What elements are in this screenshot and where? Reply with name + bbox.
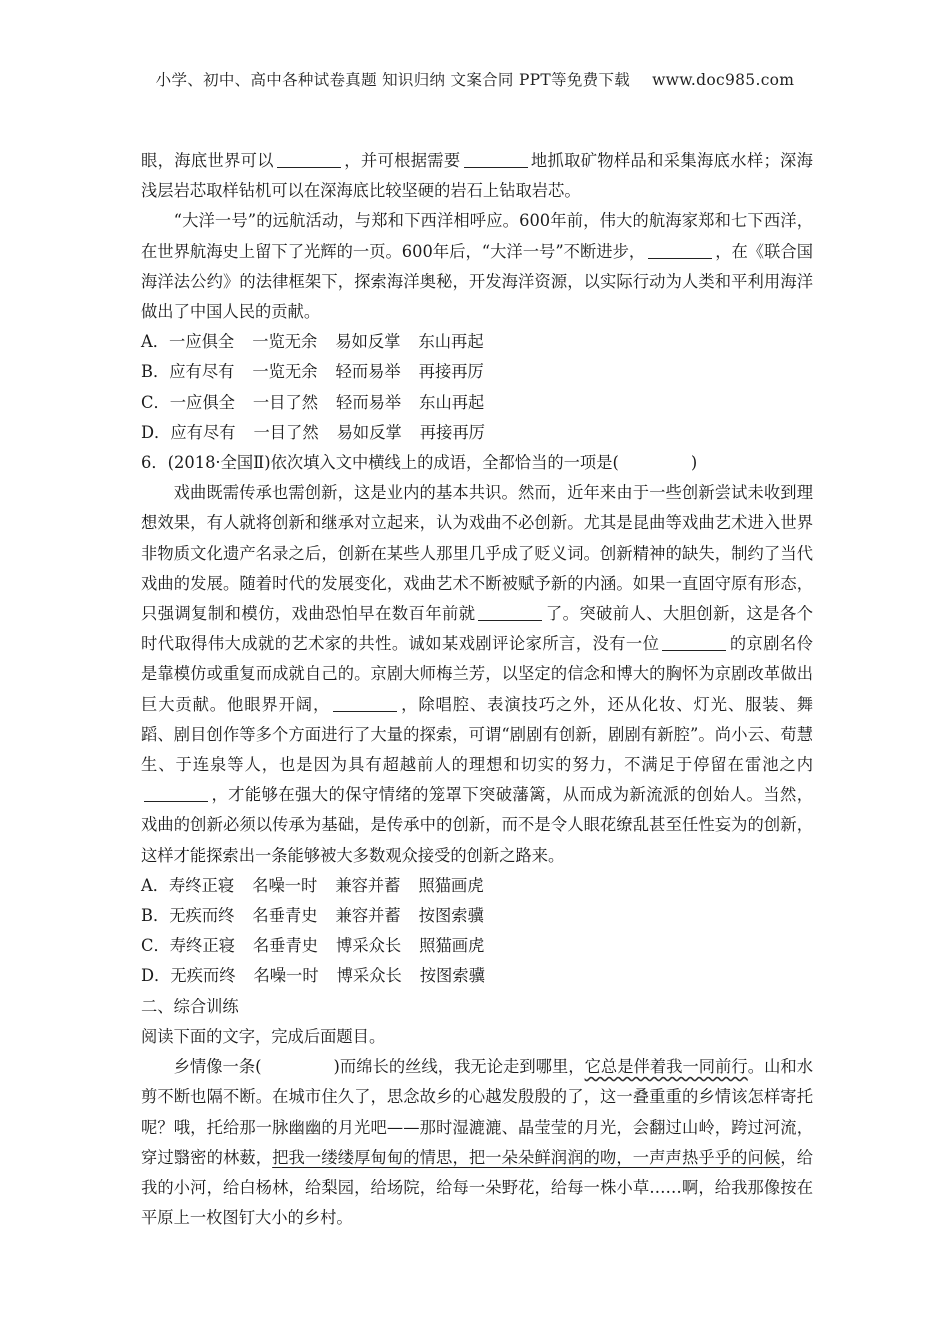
- option-label: A．: [141, 332, 170, 352]
- fill-blank[interactable]: [144, 783, 208, 802]
- fill-blank[interactable]: [277, 149, 341, 168]
- passage-text: ，才能够在强大的保守情绪的笼罩下突破藩篱，从而成为新流派的创始人。当然，戏曲的创新必须以传承为基础，是传承中的创新，而不是令人眼花缭乱甚至任性妄为的创新，这样才能探索出一条能够被大多数观众接受的创新之路来。: [141, 785, 813, 865]
- option-word: 照猫画虎: [418, 875, 484, 895]
- option-word: 一应俱全: [169, 392, 235, 412]
- option-b[interactable]: [141, 357, 813, 387]
- option-word: 应有尽有: [170, 422, 236, 442]
- passage-text: 。山和水剪不断也隔不断。: [141, 1057, 813, 1107]
- option-word: 无疾而终: [169, 906, 235, 926]
- passage-text: 的京剧名伶是靠模仿或重复而成就自己的。京剧大师梅兰芳，以坚定的信念和博大的胸怀为京剧改革做出巨大贡献。他眼界开阔，: [141, 634, 813, 714]
- passage-text: ，在《联合国海洋法公约》的法律框架下，探索海洋奥秘，开发海洋资源，以实际行动为人类和平利用海洋做出了中国人民的贡献。: [141, 241, 813, 322]
- fill-blank[interactable]: [478, 602, 542, 621]
- option-label: B．: [141, 362, 170, 382]
- option-a[interactable]: [141, 871, 813, 901]
- header-url[interactable]: www.doc985.com: [652, 71, 795, 89]
- passage-5-paragraph: [141, 206, 813, 327]
- option-word: 兼容并蓄: [335, 875, 401, 895]
- passage-text: ，给我的小河，给白杨林，给梨园，给场院，给每一朵野花，给每一株小草……啊，给我那像按在平原上一枚图钉大小的乡村。: [141, 1147, 813, 1228]
- option-d[interactable]: [141, 961, 813, 991]
- option-word: 东山再起: [419, 392, 485, 412]
- option-word: 博采众长: [336, 966, 402, 986]
- option-word: 无疾而终: [170, 966, 236, 986]
- option-word: 轻而易举: [336, 392, 402, 412]
- option-word: 易如反掌: [336, 422, 402, 442]
- option-c[interactable]: [141, 388, 813, 418]
- passage-text: 乡情像一条(: [173, 1057, 262, 1077]
- passage-5-continuation: [141, 146, 813, 206]
- option-word: 寿终正寝: [169, 875, 235, 895]
- page-header: [0, 68, 950, 90]
- option-word: 一览无余: [252, 332, 318, 352]
- option-d[interactable]: [141, 418, 813, 448]
- passage-text: ，并可根据需要: [343, 151, 461, 170]
- passage-text: )而绵长的丝线，我无论走到哪里，: [333, 1057, 585, 1077]
- option-a[interactable]: [141, 327, 813, 357]
- question-6-stem: [141, 448, 813, 478]
- option-word: 名噪一时: [253, 966, 319, 986]
- underlined-text: 把我一缕缕厚甸甸的情思，把一朵朵鲜润润的吻，一声声热乎乎的问候: [272, 1147, 781, 1167]
- option-word: 按图索骥: [418, 906, 484, 926]
- question-6-passage: [141, 478, 813, 871]
- q6-options: [141, 871, 813, 992]
- option-word: 一目了然: [252, 392, 319, 412]
- option-word: 名垂青史: [252, 906, 318, 926]
- option-word: 名垂青史: [252, 936, 319, 956]
- question-text: 6．(2018·全国Ⅱ)依次填入文中横线上的成语，全都恰当的一项是(: [141, 453, 619, 473]
- option-word: 东山再起: [418, 332, 484, 352]
- option-label: D．: [141, 966, 171, 986]
- option-word: 应有尽有: [169, 362, 235, 382]
- passage-text: ，除唱腔、表演技巧之外，还从化妆、灯光、服装、舞蹈、剧目创作等多个方面进行了大量的探索，可谓“剧剧有创新，剧剧有新腔”。尚小云、荀慧生、于连泉等人，也是因为具有超越前人的理想和切实的努力，不满足于停留在雷池之内: [141, 694, 813, 775]
- option-word: 博采众长: [336, 936, 402, 956]
- option-word: 再接再厉: [418, 362, 484, 382]
- header-text: 小学、初中、高中各种试卷真题 知识归纳 文案合同 PPT等免费下载: [155, 71, 631, 89]
- document-body: [141, 146, 813, 1233]
- option-word: 易如反掌: [335, 332, 401, 352]
- reading-passage: [141, 1052, 813, 1233]
- option-word: 一应俱全: [169, 332, 235, 352]
- option-c[interactable]: [141, 931, 813, 961]
- option-label: C．: [141, 936, 170, 956]
- option-b[interactable]: [141, 901, 813, 931]
- passage-text: 眼，海底世界可以: [141, 151, 274, 170]
- fill-blank[interactable]: [662, 632, 726, 651]
- passage-text: 在城市住久了，思念故乡的心越发殷殷的了，这一叠重重的乡情该怎样寄托呢？哦，托给那一脉幽幽的月光吧——那时湿漉漉、晶莹莹的月光，会翻过山岭，跨过河流，穿过翳密的林薮，: [141, 1087, 813, 1167]
- option-word: 照猫画虎: [419, 936, 485, 956]
- section-title: 二、综合训练: [141, 996, 239, 1016]
- option-label: B．: [141, 906, 170, 926]
- option-word: 一览无余: [252, 362, 318, 382]
- fill-blank[interactable]: [648, 240, 712, 259]
- option-word: 再接再厉: [419, 422, 485, 442]
- option-word: 兼容并蓄: [335, 906, 401, 926]
- option-label: A．: [141, 875, 170, 895]
- passage-text: 地抓取矿物样品和采集海底水样；深海浅层岩芯取样钻机可以在深海底比较坚硬的岩石上钻取岩芯。: [141, 151, 813, 201]
- option-word: 寿终正寝: [169, 936, 235, 956]
- q5-options: [141, 327, 813, 448]
- passage-text: “大洋一号”的远航活动，与郑和下西洋相呼应。600年前，伟大的航海家郑和七下西洋，在世界航海史上留下了光辉的一页。600年后，“大洋一号”不断进步，: [141, 211, 813, 261]
- wavy-underlined-text: 它总是伴着我一同前行: [584, 1057, 748, 1077]
- fill-blank[interactable]: [333, 693, 397, 712]
- fill-blank[interactable]: [464, 149, 528, 168]
- option-label: C．: [141, 392, 170, 412]
- option-word: 按图索骥: [419, 966, 485, 986]
- passage-text: 戏曲既需传承也需创新，这是业内的基本共识。然而，近年来由于一些创新尝试未收到理想效果，有人就将创新和继承对立起来，认为戏曲不必创新。尤其是昆曲等戏曲艺术进入世界非物质文化遗产名录之后，创新在某些人那里几乎成了贬义词。创新精神的缺失，制约了当代戏曲的发展。随着时代的发展变化，戏曲艺术不断被赋予新的内涵。如果一直固守原有形态，只强调复制和模仿，戏曲恐怕早在数百年前就: [141, 483, 813, 624]
- option-word: 名噪一时: [252, 875, 318, 895]
- section-instruction: 阅读下面的文字，完成后面题目。: [141, 1026, 386, 1046]
- question-text: ): [690, 453, 698, 473]
- passage-text: 了。突破前人、大胆创新，这是各个时代取得伟大成就的艺术家的共性。诚如某戏剧评论家所言，没有一位: [141, 604, 813, 654]
- option-word: 一目了然: [253, 422, 319, 442]
- option-label: D．: [141, 422, 171, 442]
- option-word: 轻而易举: [335, 362, 401, 382]
